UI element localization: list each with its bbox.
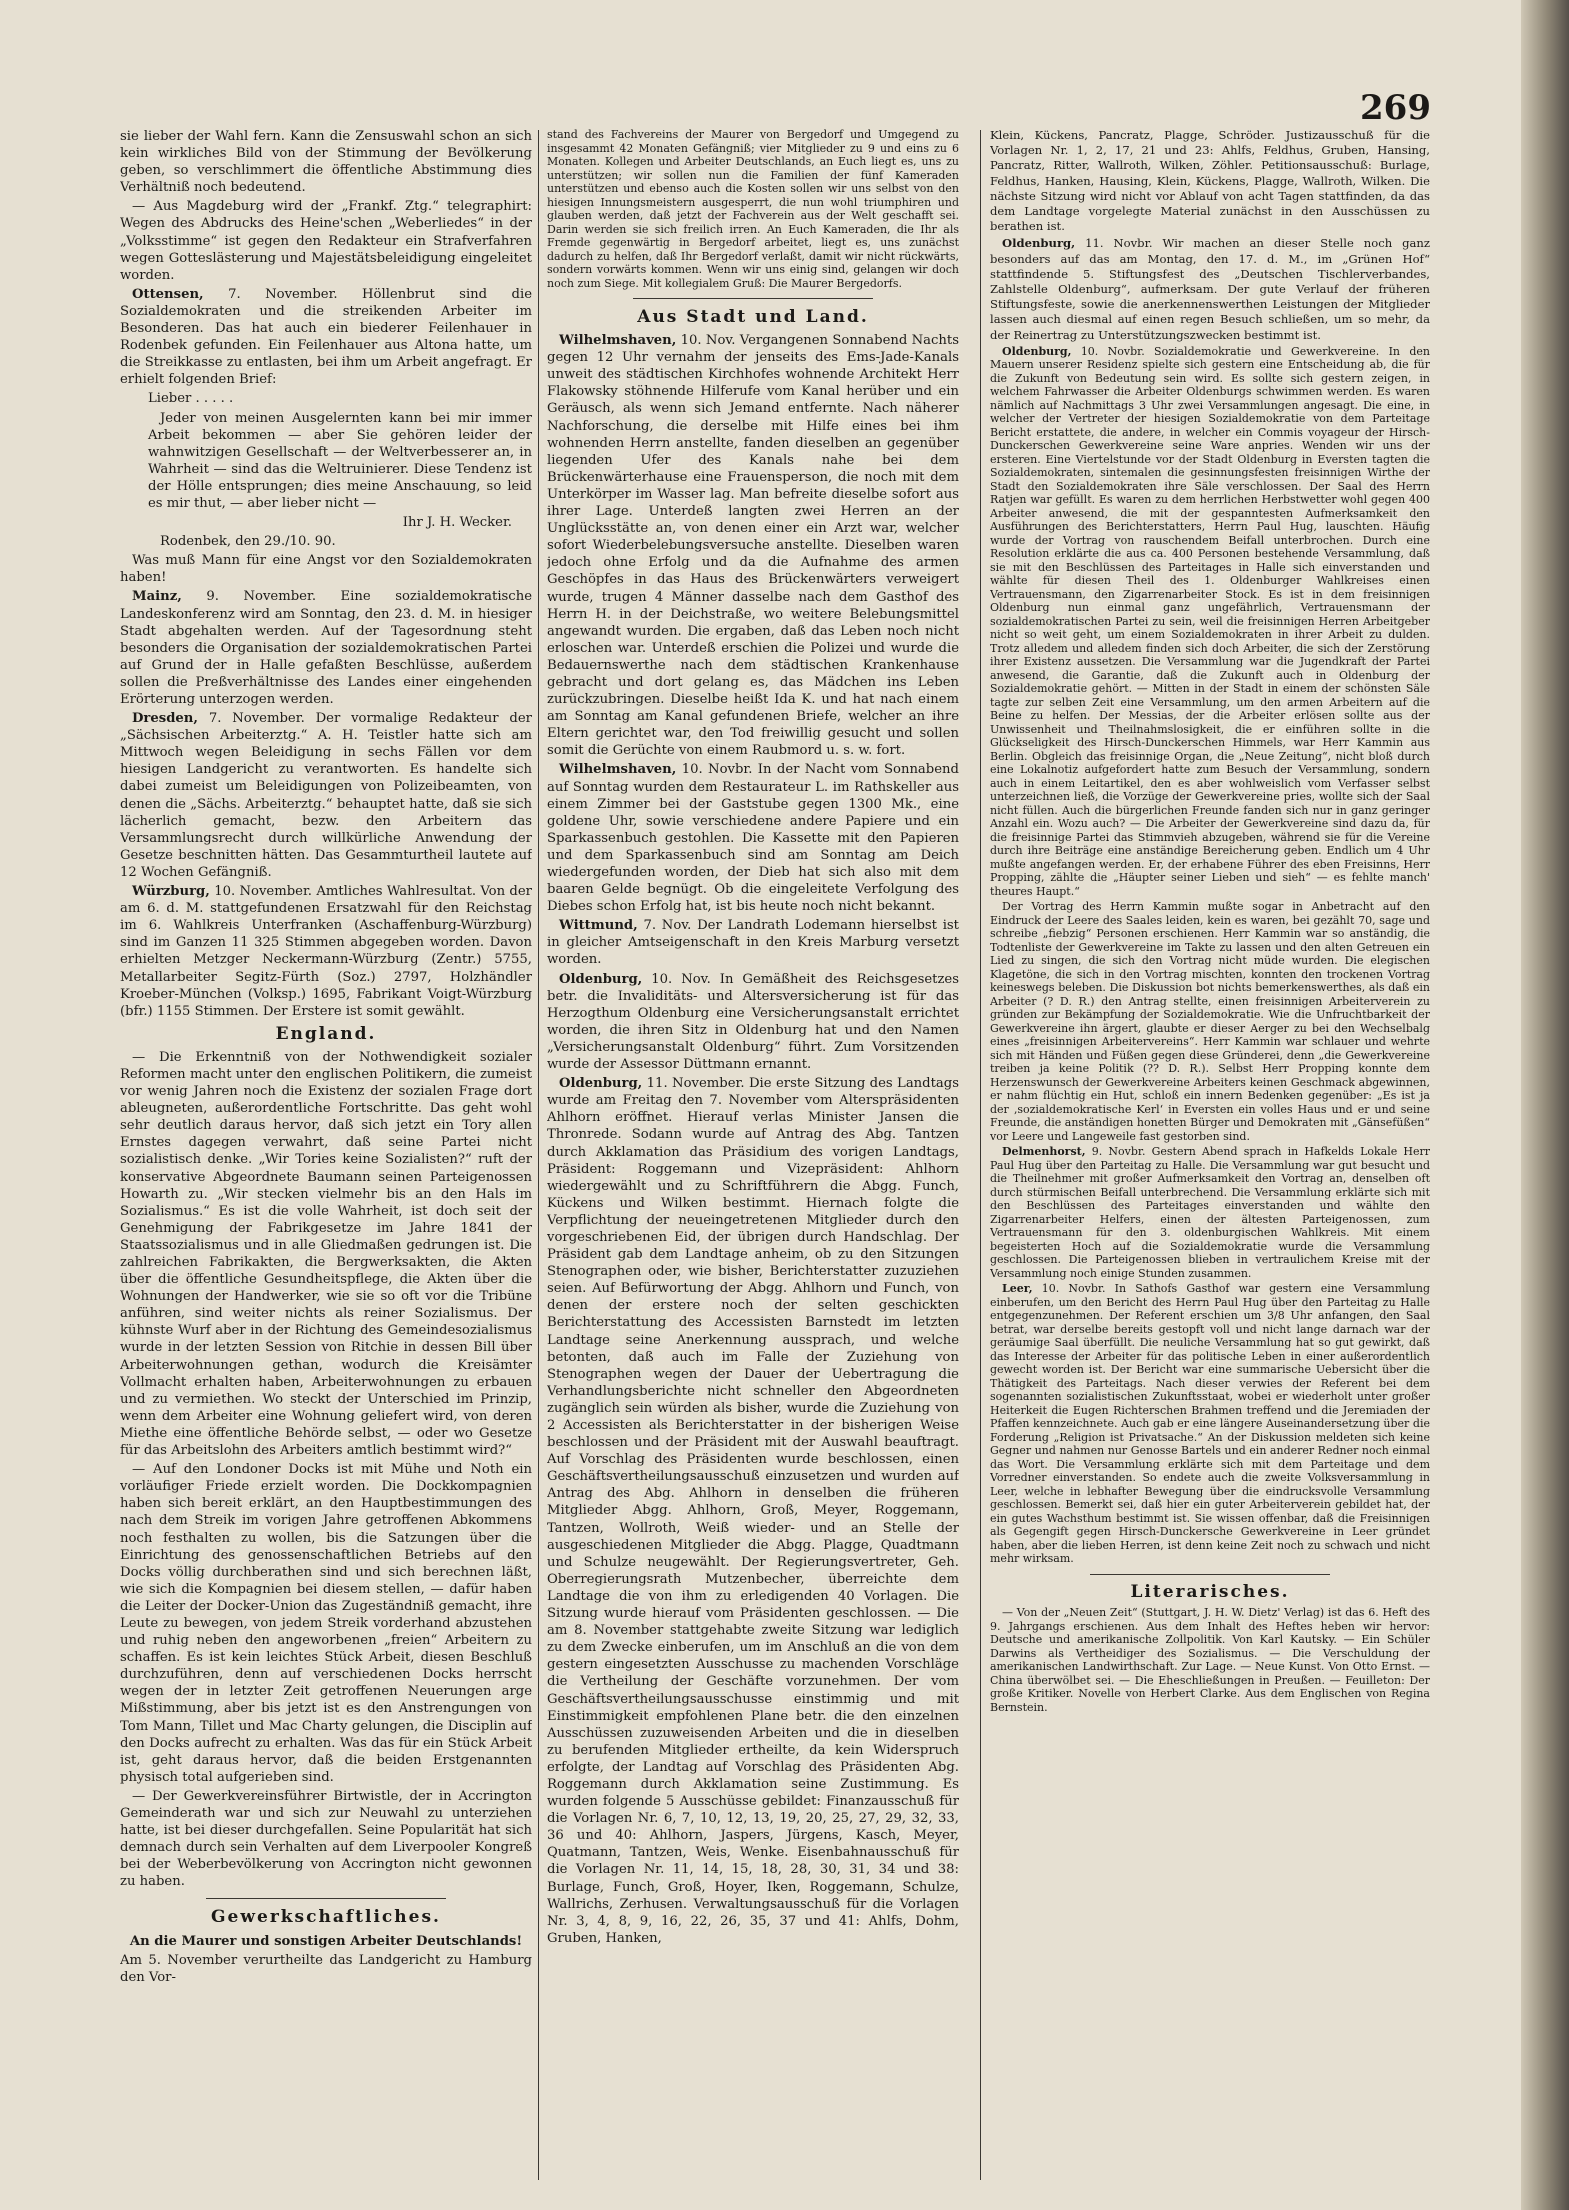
dateline: Wittmund, xyxy=(559,918,638,934)
article-paragraph: — Von der „Neuen Zeit“ (Stuttgart, J. H. W. Dietz' Verlag) ist das 6. Heft des 9. Jahrgangs erschienen. Aus dem Inhalt des Heftes heben wir hervor: Deutsche und amerikanische Zollpolitik. Von Karl Kautsky. — Ein Schüler Darwins als Vertheidiger des Sozialismus. — Die Verschuldung der amerikanischen Landwirthschaft. Zur Lage. — Neue Kunst. Von Otto Ernst. — China überwölbet sei. — Die Eheschließungen in Preußen. — Feuilleton: Der große Kritiker. Novelle von Herbert Clarke. Aus dem Englischen von Regina Bernstein. xyxy=(990,1606,1430,1714)
article-text: 7. November. Höllenbrut sind die Sozialdemokraten und die streikenden Arbeiter im Besonderen. Das hat auch ein biederer Feilenhauer in Rodenbek gefunden. Ein Feilenhauer aus Altona hatte, um die Streikkasse zu entlasten, bei ihm um Arbeit angefragt. Er erhielt folgenden Brief: xyxy=(120,286,532,388)
column-middle xyxy=(547,128,959,2188)
article-paragraph xyxy=(547,1075,959,1947)
column-right xyxy=(990,128,1430,2188)
column-divider xyxy=(980,130,981,2180)
dateline: Wilhelmshaven, xyxy=(559,762,677,778)
article-paragraph xyxy=(990,1282,1430,1566)
section-divider xyxy=(1090,1574,1330,1575)
article-paragraph: Am 5. November verurtheilte das Landgericht zu Hamburg den Vor- xyxy=(120,1952,532,1985)
article-text: 7. November. Der vormalige Redakteur der „Sächsischen Arbeiterztg.“ A. H. Teistler hatte sich am Mittwoch wegen Beleidigung in sechs Fällen vor dem hiesigen Landgericht zu verantworten. Es handelte sich dabei zumeist um Beleidigungen von Polizeibeamten, von denen die „Sächs. Arbeiterztg.“ behauptet hatte, daß sie sich lächerlich gemacht, bezw. den Arbeitern das Versammlungsrecht durch willkürliche Anwendung der Gesetze beschnitten hätten. Das Gesammturtheil lautete auf 12 Wochen Gefängniß. xyxy=(120,711,532,880)
article-text: 10. Nov. In Gemäßheit des Reichsgesetzes betr. die Invaliditäts- und Altersversicherung ist für das Herzogthum Oldenburg eine Versicherungsanstalt errichtet worden, die ihren Sitz in Oldenburg hat und den Namen „Versicherungsanstalt Oldenburg“ führt. Zum Vorsitzenden wurde der Assessor Düttmann ernannt. xyxy=(547,971,959,1073)
section-divider xyxy=(633,298,873,299)
dateline: Dresden, xyxy=(132,711,198,727)
article-text: 10. Nov. Vergangenen Sonnabend Nachts gegen 12 Uhr vernahm der jenseits des Ems-Jade-Kanals unweit des städtischen Kirchhofes wohnende Architekt Herr Flakowsky stöhnende Hilferufe vom Kanal herüber und ein Geräusch, als wenn sich Jemand entfernte. Nach näherer Nachforschung, die derselbe mit Hilfe eines bei ihm wohnenden Herrn anstellte, fanden dieselben an gegenüber liegenden Ufer des Kanals nahe bei dem Brückenwärterhause eine Frauensperson, die noch mit dem Unterkörper im Wasser lag. Man befreite dieselbe sofort aus ihrer Lage. Unterdeß langten zwei Herren an der Unglücksstätte an, von denen einer ein Arzt war, welcher sofort Wiederbelebungsversuche anstellte. Dieselben waren jedoch ohne Erfolg und da die Aufnahme des armen Geschöpfes in das Haus des Brückenwärters verweigert wurde, trugen 4 Männer dasselbe nach dem Gasthof des Herrn H. in der Deichstraße, wo weitere Belebungsmittel angewandt wurden. Die ergaben, daß das Leben noch nicht erloschen war. Unterdeß erschien die Polizei und wurde die Bedauernswerthe nach dem städtischen Krankenhause gebracht und dort gelang es, das Mädchen ins Leben zurückzubringen. Dieselbe heißt Ida K. und hat nach einem am Sonntag am Kanal gefundenen Briefe, welcher an ihre Eltern gerichtet war, den Tod freiwillig gesucht und sollen somit die Gerüchte von einem Raubmord u. s. w. fort. xyxy=(547,333,959,759)
article-paragraph xyxy=(547,917,959,968)
article-paragraph: — Der Gewerkvereinsführer Birtwistle, der in Accrington Gemeinderath war und sich zur Neuwahl zu unterziehen hatte, ist bei dieser durchgefallen. Seine Popularität hat sich demnach durch sein Verhalten auf dem Liverpooler Kongreß bei der Weberbevölkerung von Accrington nicht gewonnen zu haben. xyxy=(120,1788,532,1890)
article-text: 9. November. Eine sozialdemokratische Landeskonferenz wird am Sonntag, den 23. d. M. in hiesiger Stadt abgehalten werden. Auf der Tagesordnung steht besonders die Organisation der sozialdemokratischen Partei auf Grund der in Halle gefaßten Beschlüsse, außerdem sollen die Preßverhältnisse des Landes einer eingehenden Erörterung unterzogen werden. xyxy=(120,589,532,707)
column-left xyxy=(120,128,532,2188)
article-paragraph: Der Vortrag des Herrn Kammin mußte sogar in Anbetracht auf den Eindruck der Leere des Saales leiden, kein es waren, bei gezählt 70, sage und schreibe „fiebzig“ Personen erschienen. Herr Kammin war so anständig, die Todtenliste der Gewerkvereine im Takte zu lassen und den alten Getreuen ein Lied zu singen, die sich den Vortrag nicht müde wurden. Die elegischen Klagetöne, die sich in den Vortrag mischten, konnten den trockenen Vortrag keineswegs beleben. Die Diskussion bot nichts bemerkenswerthes, als daß ein Arbeiter (? D. R.) den Antrag stellte, einen freisinnigen Arbeiterverein zu gründen zur Bekämpfung der Sozialdemokratie. Wie die Unfruchtbarkeit der Gewerkvereine ihn ärgert, glaubte er dieser Aerger zu bei den Wechselbalg eines „freisinnigen Arbeitervereins“. Herr Kammin war schlauer und wehrte sich mit Händen und Füßen gegen diese Gründerei, denn „die Gewerkvereine treiben ja keine Politik (?? D. R.). Selbst Herr Propping konnte dem Herzenswunsch der Gewerkvereine Arbeiters keinen Geschmack abgewinnen, er nahm flüchtig ein Hut, schloß ein innern Bedenken gegenüber: „Es ist ja der ‚sozialdemokratische Kerl‘ in Eversten ein volles Haus und er und seine Freunde, die anständigen honetten Bürger und Demokraten mit „Gänsefüßen“ vor Leere und Langeweile fast gestorben sind. xyxy=(990,900,1430,1143)
letter-date: Rodenbek, den 29./10. 90. xyxy=(160,534,336,550)
dateline: Mainz, xyxy=(132,589,182,605)
article-paragraph xyxy=(990,345,1430,899)
article-paragraph xyxy=(120,883,532,1020)
appeal-heading: An die Maurer und sonstigen Arbeiter Deutschlands! xyxy=(129,1933,523,1949)
book-binding-edge xyxy=(1521,0,1569,2210)
letter-body: Jeder von meinen Ausgelernten kann bei mir immer Arbeit bekommen — aber Sie gehören leider der wahnwitzigen Gesellschaft — der Weltverbesserer an, in Wahrheit — sind das die Weltruinierer. Diese Tendenz ist der Hölle entsprungen; dies meine Anschauung, so leid es mir thut, — aber lieber nicht — xyxy=(148,410,532,511)
article-text: 11. November. Die erste Sitzung des Landtags wurde am Freitag den 7. November vom Alterspräsidenten Ahlhorn eröffnet. Hierauf verlas Minister Jansen die Thronrede. Sodann wurde auf Antrag des Abg. Tantzen durch Akklamation das Präsidium des vorigen Landtags, Präsident: Roggemann und Vizepräsident: Ahlhorn wiedergewählt und zu Schriftführern die Abgg. Funch, Kückens und Wilken bestimmt. Hiernach folgte die Verpflichtung der neueingetretenen Mitglieder durch den vorgeschriebenen Eid, der übrigen durch Handschlag. Der Präsident gab dem Landtage anheim, ob zu den Sitzungen Stenographen oder, wie bisher, Berichterstatter zuzuziehen seien. Auf Befürwortung der Abgg. Ahlhorn und Funch, von denen der erstere noch der selten geschickten Berichterstattung des Accessisten Barnstedt im letzten Landtage seine Anerkennung aussprach, und welche betonten, daß auch im Falle der Zuziehung von Stenographen wegen der Dauer der Uebertragung die Verhandlungsberichte nicht schneller den Abgeordneten zugänglich sein würden als bisher, wurde die Zuziehung von 2 Accessisten als Berichterstatter in der bisherigen Weise beschlossen und der Präsident mit der Auswahl beauftragt. Auf Vorschlag des Präsidenten wurde beschlossen, einen Geschäftsvertheilungsausschuß einzusetzen und wurden auf Antrag des Abg. Ahlhorn in denselben die früheren Mitglieder Abgg. Ahlhorn, Groß, Meyer, Roggemann, Tantzen, Wollroth, Weiß wieder- und an Stelle der ausgeschiedenen Mitglieder die Abgg. Plagge, Quadtmann und Schulze neugewählt. Der Regierungsvertreter, Geh. Oberregierungsrath Mutzenbecher, überreichte dem Landtage die von ihm zu erledigenden 40 Vorlagen. Die Sitzung wurde hierauf vom Präsidenten geschlossen. — Die am 8. November stattgehabte zweite Sitzung war lediglich zu dem Zwecke einberufen, um im Anschluß an die von dem gestern eingesetzten Ausschusse zu machenden Vorschläge die Vertheilung der Geschäfte vorzunehmen. Der vom Geschäftsvertheilungsausschusse einstimmig und mit Einstimmigkeit empfohlenen Plane betr. die den einzelnen Ausschüssen zuzuweisenden Arbeiten und die in dieselben zu berufenden Mitglieder ertheilte, da kein Widerspruch erfolgte, der Landtag auf Vorschlag des Präsidenten Abg. Roggemann durch Akklamation seine Zustimmung. Es wurden folgende 5 Ausschüsse gebildet: Finanzausschuß für die Vorlagen Nr. 6, 7, 10, 12, 13, 19, 20, 25, 27, 29, 32, 33, 36 und 40: Ahlhorn, Jaspers, Jürgens, Kasch, Meyer, Quatmann, Tantzen, Weis, Wenke. Eisenbahnausschuß für die Vorlagen Nr. 11, 14, 15, 18, 28, 30, 31, 34 und 38: Burlage, Funch, Groß, Hoyer, Iken, Roggemann, Schulze, Wallrichs, Zerhusen. Verwaltungsausschuß für die Vorlagen Nr. 3, 4, 8, 9, 16, 22, 26, 35, 37 und 41: Ahlfs, Dohm, Gruben, Hanken, xyxy=(547,1076,959,1946)
dateline: Würzburg, xyxy=(132,884,210,900)
section-heading-england: England. xyxy=(275,1023,377,1044)
article-paragraph xyxy=(990,236,1430,342)
appeal-continuation: stand des Fachvereins der Maurer von Bergedorf und Umgegend zu insgesammt 42 Monaten Gefängniß; vier Mitglieder zu 9 und eins zu 6 Monaten. Kollegen und Arbeiter Deutschlands, an Euch liegt es, uns zu unterstützen; wir sollen nun die Familien der fünf Kameraden unterstützen und ebenso auch die Kosten sollen wir uns selbst von den hiesigen Innungsmeistern ausgesperrt, die nun wohl triumphiren und glauben werden, daß jetzt der Fachverein aus der Welt geschafft sei. Darin werden sie sich freilich irren. An Euch Kameraden, die Ihr als Fremde gegenwärtig in Bergedorf arbeitet, liegt es, uns zunächst dadurch zu helfen, daß Ihr Bergedorf verlaßt, damit wir nicht rückwärts, sondern vorwärts kommen. Wenn wir uns einig sind, gelangen wir doch noch zum Siege. Mit kollegialem Gruß: Die Maurer Bergedorfs. xyxy=(547,128,959,290)
section-heading-gewerkschaftliches: Gewerkschaftliches. xyxy=(211,1907,441,1928)
article-paragraph xyxy=(120,710,532,881)
article-text: 7. Nov. Der Landrath Lodemann hierselbst ist in gleicher Amtseigenschaft in den Kreis Marburg versetzt worden. xyxy=(547,918,959,968)
letter-salutation: Lieber . . . . . xyxy=(148,391,234,407)
article-paragraph xyxy=(547,761,959,915)
article-paragraph: sie lieber der Wahl fern. Kann die Zensuswahl schon an sich kein wirkliches Bild von der Stimmung der Bevölkerung geben, so verschlimmert die öffentliche Abstimmung dies Verhältniß noch bedeutend. xyxy=(120,129,532,196)
article-text: 9. Novbr. Gestern Abend sprach in Hafkelds Lokale Herr Paul Hug über den Parteitag zu Halle. Die Versammlung war gut besucht und die Theilnehmer mit großer Aufmerksamkeit den Vortrag an, denselben oft durch stürmischen Beifall unterbrechend. Die Versammlung erklärte sich mit den Beschlüssen des Parteitages einverstanden und wählte den Zigarrenarbeiter Helfers, einen der ältesten Parteigenossen, zum Vertrauensmann für den 3. oldenburgischen Wahlkreis. Mit einem begeisterten Hoch auf die Sozialdemokratie wurde die Versammlung geschlossen. Die Parteigenossen blieben in vertraulichem Kreise mit der Versammlung noch einige Stunden zusammen. xyxy=(990,1145,1430,1280)
page-number: 269 xyxy=(1360,88,1431,128)
article-paragraph xyxy=(120,286,532,389)
dateline: Oldenburg, xyxy=(1002,344,1072,358)
article-text: 10. Novbr. In Sathofs Gasthof war gestern eine Versammlung einberufen, um den Bericht des Herrn Paul Hug über den Parteitag zu Halle entgegenzunehmen. Der Referent erschien um 3/8 Uhr anfangen, den Saal betrat, war derselbe bereits gestopft voll und nicht lange darnach war der geräumige Saal überfüllt. Die neuliche Versammlung hat so gut gewirkt, daß das Interesse der Arbeiter für das politische Leben in einer außerordentlich gewecht worden ist. Der Bericht war eine summarische Uebersicht über die Thätigkeit des Parteitags. Nach dieser verwies der Referent bei dem sogenannten sozialistischen Zukunftsstaat, wobei er wiederholt unter großer Heiterkeit die Eugen Richterschen Brahmen treffend und die Jeremiaden der Pfaffen kennzeichnete. Auch gab er eine längere Auseinandersetzung über die Forderung „Religion ist Privatsache.“ An der Diskussion meldeten sich keine Gegner und nahmen nur Genosse Bartels und ein anderer Redner noch einmal das Wort. Die Versammlung erklärte sich mit dem Parteitage und dem Vorredner einverstanden. So endete auch die zweite Volksversammlung in Leer, welche in lebhafter Bewegung über die eindrucksvolle Versammlung geschlossen. Bemerkt sei, daß hier ein guter Arbeiterverein gebildet hat, der ein gutes Wachsthum bestimmt ist. Sie wissen offenbar, daß die Freisinnigen als Gegengift gegen Hirsch-Dunckersche Gewerkvereine in Leer gründet haben, aber die lieben Herren, ist denn keine Zeit noch zu schwach und nicht mehr wirksam. xyxy=(990,1282,1430,1566)
dateline: Leer, xyxy=(1002,1282,1033,1296)
article-paragraph: Was muß Mann für eine Angst vor den Sozialdemokraten haben! xyxy=(120,553,532,586)
article-paragraph xyxy=(990,1145,1430,1280)
article-paragraph: — Auf den Londoner Docks ist mit Mühe und Noth ein vorläufiger Friede erzielt worden. Die Dockkompagnien haben sich bereit erklärt, an den Hauptbestimmungen des nach dem Streik im vorigen Jahre getroffenen Abkommens noch festhalten zu wollen, bis die Satzungen über die Einrichtung des genossenschaftlichen Betriebs auf den Docks völlig durchberathen sind und sich berechnen läßt, wie sich die Kompagnien bei diesem stellen, — dafür haben die Leiter der Docker-Union das Zugeständniß gemacht, ihre Leute zu bewegen, von jedem Streik vorderhand abzustehen und ruhig neben den angeworbenen „freien“ Arbeitern zu schaffen. Es ist kein leichtes Stück Arbeit, diesen Beschluß durchzuführen, denn auf verschiedenen Docks herrscht wegen der in letzter Zeit getroffenen Neuerungen arge Mißstimmung, aber bis jetzt ist es den Anstrengungen von Tom Mann, Tillet und Mac Charty gelungen, die Disciplin auf den Docks aufrecht zu erhalten. Was das für ein Stück Arbeit ist, geht daraus hervor, daß die beiden Erstgenannten physisch total aufgerieben sind. xyxy=(120,1462,532,1785)
dateline: Oldenburg, xyxy=(559,1076,643,1092)
article-paragraph: — Die Erkenntniß von der Nothwendigkeit sozialer Reformen macht unter den englischen Politikern, die zumeist vor wenig Jahren noch die Existenz der sozialen Frage dort ableugneten, außerordentliche Fortschritte. Das geht wohl sehr deutlich daraus hervor, daß sich jetzt ein Tory allen Ernstes dagegen verwahrt, daß seine Partei nicht sozialistisch denke. „Wir Tories keine Sozialisten?“ ruft der konservative Abgeordnete Baumann seinen Parteigenossen Howarth zu. „Wir stecken vielmehr bis an den Hals im Sozialismus.“ Es ist die volle Wahrheit, ist doch seit der Genehmigung der Fabrikgesetze im Jahre 1841 der Staatssozialismus und in alle Gliedmaßen gedrungen ist. Die zahlreichen Fabrikakten, die Bergwerksakten, die Akten über die öffentliche Gesundheitspflege, die Akten über die Wohnungen der Handwerker, wie sie so oft vor die Tribüne anführen, sind weiter nichts als reiner Sozialismus. Der kühnste Wurf aber in der Richtung des Gemeindesozialismus wurde in der letzten Session von Ritchie in dessen Bill über Arbeiterwohnungen gethan, wodurch die Kreisämter Vollmacht erhalten haben, Arbeiterwohnungen zu erbauen und zu vermiethen. Wo steckt der Unterschied im Prinzip, wenn dem Arbeiter eine Wohnung geliefert wird, von deren Miethe eine öffentliche Behörde selbst, — oder wo Gesetze für das Arbeitslohn des Arbeiters amtlich bestimmt wird?“ xyxy=(120,1049,532,1459)
dateline: Delmenhorst, xyxy=(1002,1145,1086,1159)
article-paragraph xyxy=(547,332,959,759)
dateline: Oldenburg, xyxy=(559,971,643,987)
article-paragraph xyxy=(547,971,959,1074)
article-paragraph: Klein, Kückens, Pancratz, Plagge, Schröder. Justizausschuß für die Vorlagen Nr. 1, 2, 17, 21 und 23: Ahlfs, Feldhus, Gruben, Hansing, Pancratz, Ritter, Wallroth, Wilken, Zöhler. Petitionsausschuß: Burlage, Feldhus, Hanken, Hausing, Klein, Kückens, Plagge, Wallroth, Wilken. Die nächste Sitzung wird nicht vor Ablauf von acht Tagen stattfinden, da das dem Landtage vorgelegte Material zunächst in den Ausschüssen zu berathen ist. xyxy=(990,128,1430,234)
article-paragraph: — Aus Magdeburg wird der „Frankf. Ztg.“ telegraphirt: Wegen des Abdrucks des Heine'schen „Weberliedes“ in der „Volksstimme“ ist gegen den Redakteur ein Strafverfahren wegen Gotteslästerung und Majestätsbeleidigung eingeleitet worden. xyxy=(120,199,532,283)
section-heading-stadt-und-land: Aus Stadt und Land. xyxy=(637,307,869,327)
article-text: 10. November. Amtliches Wahlresultat. Von der am 6. d. M. stattgefundenen Ersatzwahl für den Reichstag im 6. Wahlkreis Unterfranken (Aschaffenburg-Würzburg) sind im Ganzen 11 325 Stimmen abgegeben worden. Davon erhielten Metzger Neckermann-Würzburg (Zentr.) 5755, Metallarbeiter Segitz-Fürth (Soz.) 2797, Holzhändler Kroeber-München (Volksp.) 1695, Fabrikant Voigt-Würzburg (bfr.) 1155 Stimmen. Der Erstere ist somit gewählt. xyxy=(120,884,532,1019)
section-divider xyxy=(206,1898,446,1899)
article-text: 10. Novbr. In der Nacht vom Sonnabend auf Sonntag wurden dem Restaurateur L. im Rathskeller aus einem Zimmer bei der Gaststube gegen 1300 Mk., eine goldene Uhr, sowie verschiedene andere Papiere und ein Sparkassenbuch gestohlen. Die Kassette mit den Papieren und dem Sparkassenbuch sind am Sonntag am Deich wiedergefunden worden, der Dieb hat sich also mit dem baaren Gelde begnügt. Ob die eingeleitete Verfolgung des Diebes schon Erfolg hat, ist bis heute noch nicht bekannt. xyxy=(547,762,959,915)
letter-signature: Ihr J. H. Wecker. xyxy=(402,515,512,531)
article-text: 11. Novbr. Wir machen an dieser Stelle noch ganz besonders auf das am Montag, den 17. d. M., im „Grünen Hof“ stattfindende 5. Stiftungsfest des „Deutschen Tischlerverbandes, Zahlstelle Oldenburg“, aufmerksam. Der gute Verlauf der früheren Stiftungsfeste, sowie die anerkennenswerthen Leistungen der Mitglieder lassen auch diesmal auf einen regen Besuch schließen, um so mehr, da der Reinertrag zu Unterstützungszwecken bestimmt ist. xyxy=(990,236,1430,342)
dateline: Wilhelmshaven, xyxy=(559,333,677,349)
dateline: Ottensen, xyxy=(132,286,204,302)
column-divider xyxy=(538,130,539,2180)
dateline: Oldenburg, xyxy=(1002,236,1076,251)
article-text: 10. Novbr. Sozialdemokratie und Gewerkvereine. In den Mauern unserer Residenz spielte sich gestern eine Entscheidung ab, die für die Zukunft von Bedeutung sein wird. Es sollte sich gestern zeigen, in welchem Fahrwasser die Arbeiter Oldenburgs schwimmen werden. Es waren nämlich auf Nachmittags 3 Uhr zwei Versammlungen angesagt. Die eine, in welcher der Vertreter der hiesigen Sozialdemokratie von dem Parteitage Bericht erstattete, die andere, in welcher ein Commis voyageur der Hirsch-Dunckerschen Gewerkvereine seine Ware anpries. Wenden wir uns der ersteren. Eine Viertelstunde vor der Stadt Oldenburg in Eversten tagten die Sozialdemokraten, sintemalen die gesinnungsfesten freisinnigen Wirthe der Stadt den Sozialdemokraten ihre Säle verschlossen. Der Saal des Herrn Ratjen war gefüllt. Es waren zu dem herrlichen Herbstwetter wohl gegen 400 Arbeiter anwesend, die mit der gespanntesten Aufmerksamkeit den Ausführungen des Berichterstatters, Herrn Paul Hug, lauschten. Häufig wurde der Vortrag von rauschendem Beifall unterbrochen. Durch eine Resolution erklärte die aus ca. 400 Personen bestehende Versammlung, daß sie mit den Beschlüssen des Parteitages in Halle sich einverstanden und wählte für diesen Theil des 1. Oldenburger Wahlkreises einen Vertrauensmann, den Zigarrenarbeiter Stock. Es ist in dem freisinnigen Oldenburg nun einmal ganz ungefährlich, Vertrauensmann der sozialdemokratischen Partei zu sein, weil die freisinnigen Herren Arbeitgeber nicht so weit geht, um einem Sozialdemokraten in ihrer Arbeit zu dulden. Trotz alledem und alledem finden sich doch Arbeiter, die sich der Zerstörung ihrer Existenz aussetzen. Die Versammlung war die Jugendkraft der Partei anwesend, die Garantie, daß die Zukunft auch in Oldenburg der Sozialdemokratie gehört. — Mitten in der Stadt in einem der schönsten Säle tagte zur selben Zeit eine Versammlung, um den armen Arbeitern auf die Beine zu helfen. Der Messias, der die Arbeiter erlösen sollte aus der Unwissenheit und Theilnahmslosigkeit, die er einführen sollte in die Glückseligkeit des Hirsch-Dunckerschen Himmels, war Herr Kammin aus Berlin. Obgleich das freisinnige Organ, die „Neue Zeitung“, nicht bloß durch eine Lokalnotiz aufgefordert hatte zum Besuch der Versammlung, sondern auch in einem Leitartikel, den es aber wohlweislich vom Verfasser selbst unterzeichnen ließ, die Vorzüge der Gewerkvereine pries, wollte sich der Saal nicht füllen. Auch die bürgerlichen Freunde fanden sich nur in ganz geringer Anzahl ein. Wozu auch? — Die Arbeiter der Gewerkvereine sind dazu da, für die freisinnige Partei das Stimmvieh abzugeben, während sie für die Vereine durch ihre Beiträge eine anständige Bereicherung geben. Endlich um 4 Uhr mußte angefangen werden. Er, der erhabene Führer des eben Freisinns, Herr Propping, zählte die „Häupter seiner Lieben und sieh“ — es fehlte manch' theures Haupt.“ xyxy=(990,344,1430,898)
section-heading-literarisches: Literarisches. xyxy=(1130,1581,1290,1602)
article-paragraph xyxy=(120,588,532,708)
